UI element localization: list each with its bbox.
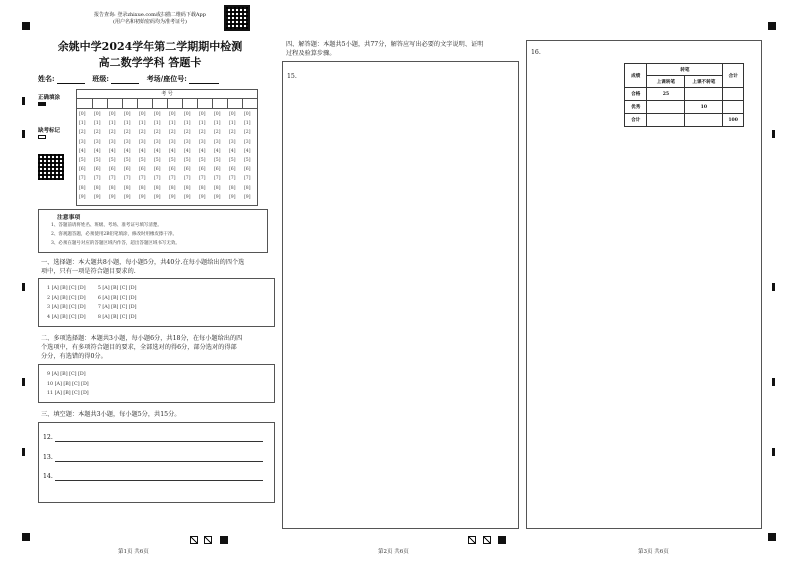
digit-bubble[interactable]: [9] <box>124 194 131 200</box>
digit-bubble[interactable]: [4] <box>109 148 116 154</box>
digit-bubble[interactable]: [4] <box>229 148 236 154</box>
digit-bubble[interactable]: [5] <box>184 158 191 163</box>
digit-bubble[interactable]: [6] <box>109 167 116 173</box>
digit-bubble[interactable]: [1] <box>169 121 176 127</box>
timing-bar <box>772 283 775 291</box>
section-title: 分分，有选错的得0分。 <box>41 353 107 360</box>
digit-bubble[interactable]: [3] <box>184 139 191 145</box>
blank-label: 13. <box>43 454 53 461</box>
digit-bubble[interactable]: [0] <box>229 112 236 117</box>
room-seat-field[interactable] <box>189 83 219 84</box>
digit-bubble[interactable]: [6] <box>229 167 236 173</box>
grid-separator <box>242 98 243 108</box>
digit-bubble[interactable]: [3] <box>169 139 176 145</box>
timing-bar <box>22 283 25 291</box>
digit-bubble[interactable]: [5] <box>199 158 206 163</box>
digit-bubble[interactable]: [4] <box>184 148 191 154</box>
digit-bubble[interactable]: [1] <box>154 121 161 127</box>
grid-separator <box>152 98 153 108</box>
digit-bubble[interactable]: [1] <box>109 121 116 127</box>
section1-answer-box <box>38 278 275 327</box>
table-cell: 100 <box>723 114 744 127</box>
digit-bubble[interactable]: [8] <box>199 185 206 191</box>
digit-bubble[interactable]: [7] <box>139 176 146 182</box>
title-line: 余姚中学2024学年第二学期期中检测 <box>57 40 243 53</box>
notice-line: (用户名和初始密码均为准考证号) <box>113 19 187 25</box>
digit-bubble[interactable]: [1] <box>139 121 146 127</box>
notes-box <box>38 209 268 253</box>
blank-line[interactable] <box>55 480 263 481</box>
digit-bubble[interactable]: [7] <box>154 176 161 182</box>
grid-separator <box>212 98 213 108</box>
digit-bubble[interactable]: [2] <box>199 130 206 136</box>
exam-number-label: 考 号 <box>77 90 257 99</box>
digit-bubble[interactable]: [3] <box>139 139 146 145</box>
digit-bubble[interactable]: [8] <box>109 185 116 191</box>
grid-separator <box>227 98 228 108</box>
digit-bubble[interactable]: [7] <box>214 176 221 182</box>
digit-bubble[interactable]: [9] <box>79 194 86 200</box>
table-header: 成绩 <box>625 64 647 88</box>
digit-bubble[interactable]: [7] <box>199 176 206 182</box>
digit-bubble[interactable]: [4] <box>244 148 251 154</box>
digit-bubble[interactable]: [8] <box>169 185 176 191</box>
digit-bubble[interactable]: [0] <box>169 112 176 117</box>
digit-bubble[interactable]: [0] <box>184 112 191 117</box>
digit-bubble[interactable]: [8] <box>229 185 236 191</box>
grid-separator <box>182 98 183 108</box>
q16-answer-box[interactable] <box>526 40 762 529</box>
name-label: 姓名: <box>38 74 55 83</box>
notice-line: 报告查询: 登录zhixue.com或扫描二维码下载App <box>94 12 206 18</box>
registration-mark <box>220 536 228 544</box>
digit-bubble[interactable]: [5] <box>214 158 221 163</box>
digit-bubble[interactable]: [4] <box>124 148 131 154</box>
section-title: 过程及验算步骤。 <box>286 50 336 57</box>
table-cell <box>723 101 744 114</box>
digit-bubble[interactable]: [7] <box>169 176 176 182</box>
digit-bubble[interactable]: [0] <box>94 112 101 117</box>
table-cell <box>685 114 723 127</box>
digit-bubble[interactable]: [3] <box>244 139 251 145</box>
digit-bubble[interactable]: [5] <box>109 158 116 163</box>
q15-answer-box[interactable] <box>282 61 519 529</box>
digit-bubble[interactable]: [8] <box>154 185 161 191</box>
grid-separator <box>107 98 108 108</box>
digit-bubble[interactable]: [2] <box>94 130 101 136</box>
blank-label: 14. <box>43 473 53 480</box>
grid-separator <box>167 98 168 108</box>
timing-bar <box>22 378 25 386</box>
digit-bubble[interactable]: [3] <box>94 139 101 145</box>
digit-bubble[interactable]: [2] <box>139 130 146 136</box>
title-line: 高二数学学科 答题卡 <box>98 56 202 69</box>
digit-bubble[interactable]: [2] <box>79 130 86 136</box>
table-row-label: 合计 <box>625 114 647 127</box>
digit-bubble[interactable]: [9] <box>184 194 191 200</box>
digit-bubble[interactable]: [6] <box>124 167 131 173</box>
timing-bar <box>772 448 775 456</box>
registration-mark <box>768 22 776 30</box>
digit-bubble[interactable]: [4] <box>154 148 161 154</box>
digit-bubble[interactable]: [2] <box>214 130 221 136</box>
choice-row[interactable]: 4 [A] [B] [C] [D] 8 [A] [B] [C] [D] <box>47 314 137 320</box>
digit-bubble[interactable]: [6] <box>199 167 206 173</box>
grid-separator <box>137 98 138 108</box>
digit-bubble[interactable]: [7] <box>94 176 101 182</box>
registration-mark <box>22 533 30 541</box>
section-title: 二、多项选择题：本题共3小题，每小题6分，共18分，在每小题给出的四 <box>41 335 243 342</box>
digit-bubble[interactable]: [5] <box>94 158 101 163</box>
table-cell <box>647 101 685 114</box>
page-title <box>30 38 270 70</box>
digit-bubble[interactable]: [3] <box>124 139 131 145</box>
digit-bubble[interactable]: [8] <box>124 185 131 191</box>
digit-bubble[interactable]: [5] <box>169 158 176 163</box>
digit-bubble[interactable]: [1] <box>94 121 101 127</box>
digit-bubble[interactable]: [7] <box>109 176 116 182</box>
table-row-label: 优秀 <box>625 101 647 114</box>
digit-bubble[interactable]: [0] <box>79 112 86 117</box>
blank-label: 12. <box>43 434 53 441</box>
digit-bubble[interactable]: [0] <box>244 112 251 117</box>
digit-bubble[interactable]: [4] <box>139 148 146 154</box>
digit-bubble[interactable]: [8] <box>79 185 86 191</box>
digit-bubble[interactable]: [9] <box>199 194 206 200</box>
digit-bubble[interactable]: [2] <box>109 130 116 136</box>
grid-separator <box>122 98 123 108</box>
digit-bubble[interactable]: [6] <box>169 167 176 173</box>
digit-bubble[interactable]: [7] <box>229 176 236 182</box>
section-title: 一、选择题：本大题共8小题，每小题5分，共40分.在每小题给出的四个选 <box>41 259 245 266</box>
digit-bubble[interactable]: [6] <box>139 167 146 173</box>
digit-bubble[interactable]: [7] <box>184 176 191 182</box>
blank-line[interactable] <box>55 461 263 462</box>
digit-bubble[interactable]: [6] <box>154 167 161 173</box>
digit-bubble[interactable]: [8] <box>94 185 101 191</box>
digit-bubble[interactable]: [4] <box>169 148 176 154</box>
section2-answer-box <box>38 364 275 403</box>
choice-row[interactable]: 1 [A] [B] [C] [D] 5 [A] [B] [C] [D] <box>47 286 137 291</box>
section1-instructions <box>41 258 273 276</box>
section3-answer-box <box>38 422 275 503</box>
digit-bubble[interactable]: [5] <box>154 158 161 163</box>
student-info-fields <box>38 74 278 84</box>
digit-bubble[interactable]: [9] <box>229 194 236 200</box>
digit-bubble[interactable]: [8] <box>244 185 251 191</box>
choice-row[interactable]: 3 [A] [B] [C] [D] 7 [A] [B] [C] [D] <box>47 305 137 310</box>
digit-bubble[interactable]: [1] <box>184 121 191 127</box>
digit-bubble[interactable]: [9] <box>244 194 251 200</box>
absent-mark-box[interactable] <box>38 135 46 139</box>
digit-bubble[interactable]: [0] <box>214 112 221 117</box>
timing-bar <box>772 130 775 138</box>
page-mark-icon <box>483 536 491 544</box>
grid-separator <box>197 98 198 108</box>
table-row-label: 合格 <box>625 88 647 101</box>
digit-bubble[interactable]: [7] <box>79 176 86 182</box>
digit-bubble[interactable]: [6] <box>184 167 191 173</box>
digit-bubble[interactable]: [5] <box>229 158 236 163</box>
digit-bubble[interactable]: [1] <box>79 121 86 127</box>
timing-bar <box>22 448 25 456</box>
section4-instructions <box>286 40 516 58</box>
section2-instructions <box>41 334 273 361</box>
digit-bubble[interactable]: [6] <box>244 167 251 173</box>
digit-bubble[interactable]: [3] <box>79 139 86 145</box>
digit-bubble[interactable]: [3] <box>214 139 221 145</box>
digit-bubble[interactable]: [0] <box>109 112 116 117</box>
digit-bubble[interactable]: [8] <box>184 185 191 191</box>
choice-row[interactable]: 11 [A] [B] [C] [D] <box>47 391 89 396</box>
choice-row[interactable]: 10 [A] [B] [C] [D] <box>47 381 89 387</box>
contingency-table <box>624 63 744 127</box>
choice-row[interactable]: 2 [A] [B] [C] [D] 6 [A] [B] [C] [D] <box>47 295 137 301</box>
report-notice <box>80 12 220 26</box>
page-mark-icon <box>190 536 198 544</box>
digit-bubble[interactable]: [6] <box>79 167 86 173</box>
digit-bubble[interactable]: [8] <box>214 185 221 191</box>
digit-bubble[interactable]: [9] <box>139 194 146 200</box>
digit-bubble[interactable]: [0] <box>124 112 131 117</box>
digit-bubble[interactable]: [4] <box>214 148 221 154</box>
table-cell <box>723 88 744 101</box>
registration-mark <box>768 533 776 541</box>
digit-bubble[interactable]: [2] <box>184 130 191 136</box>
fill-example-label: 正确填涂 <box>38 95 61 101</box>
digit-bubble[interactable]: [6] <box>214 167 221 173</box>
name-field[interactable] <box>57 83 85 84</box>
digit-bubble[interactable]: [9] <box>94 194 101 200</box>
digit-bubble[interactable]: [6] <box>94 167 101 173</box>
digit-bubble[interactable]: [1] <box>124 121 131 127</box>
class-field[interactable] <box>111 83 139 84</box>
digit-bubble[interactable]: [1] <box>214 121 221 127</box>
section-title: 个选项中，有多项符合题目的要求，全部选对的得6分，部分选对的得部 <box>41 344 237 351</box>
section3-instructions: 三、填空题：本题共3小题，每小题5分，共15分。 <box>41 411 181 418</box>
table-cell <box>685 88 723 101</box>
exam-number-grid <box>76 89 258 206</box>
page-mark-icon <box>468 536 476 544</box>
table-header: 转笔 <box>647 64 723 76</box>
note-item: 3、必须在题号对应的答题区域内作答，超出答题区域书写无效。 <box>51 241 180 246</box>
table-header: 合计 <box>723 64 744 88</box>
registration-mark <box>498 536 506 544</box>
digit-bubble[interactable]: [1] <box>244 121 251 127</box>
note-item: 1、答题前请将姓名、班级、考场、准考证号填写清楚。 <box>51 223 162 228</box>
digit-bubble[interactable]: [2] <box>229 130 236 136</box>
table-header: 上课不转笔 <box>685 76 723 88</box>
page-footer: 第2页 共6页 <box>378 549 409 555</box>
page-footer: 第1页 共6页 <box>118 549 149 555</box>
digit-bubble[interactable]: [2] <box>244 130 251 136</box>
digit-bubble[interactable]: [4] <box>94 148 101 154</box>
digit-bubble[interactable]: [9] <box>109 194 116 200</box>
question-number: 15. <box>287 73 297 80</box>
digit-bubble[interactable]: [3] <box>154 139 161 145</box>
digit-bubble[interactable]: [5] <box>139 158 146 163</box>
digit-bubble[interactable]: [5] <box>79 158 86 163</box>
page-mark-icon <box>204 536 212 544</box>
table-cell: 10 <box>685 101 723 114</box>
page-footer: 第3页 共6页 <box>638 549 669 555</box>
qr-code-icon <box>224 5 250 31</box>
timing-bar <box>22 97 25 105</box>
digit-bubble[interactable]: [3] <box>109 139 116 145</box>
barcode-qr-icon <box>38 154 64 180</box>
digit-bubble[interactable]: [7] <box>244 176 251 182</box>
absent-label: 缺考标记 <box>38 128 61 134</box>
digit-bubble[interactable]: [3] <box>229 139 236 145</box>
digit-bubble[interactable]: [0] <box>154 112 161 117</box>
section-title: 四、解答题：本题共5小题，共77分，解答应写出必要的文字说明、证明 <box>286 41 484 48</box>
digit-bubble[interactable]: [9] <box>214 194 221 200</box>
digit-bubble[interactable]: [5] <box>244 158 251 163</box>
section-title: 项中，只有一项是符合题目要求的. <box>41 268 136 275</box>
grid-separator <box>92 98 93 108</box>
notes-title: 注意事项 <box>57 215 81 221</box>
digit-bubble[interactable]: [3] <box>199 139 206 145</box>
blank-line[interactable] <box>55 441 263 442</box>
filled-bubble-example <box>38 102 46 106</box>
digit-bubble[interactable]: [0] <box>199 112 206 117</box>
timing-bar <box>772 378 775 386</box>
digit-bubble[interactable]: [4] <box>199 148 206 154</box>
room-seat-label: 考场/座位号: <box>146 74 187 83</box>
class-label: 班级: <box>92 74 109 83</box>
question-number: 16. <box>531 49 541 56</box>
digit-bubble[interactable]: [4] <box>79 148 86 154</box>
digit-bubble[interactable]: [1] <box>199 121 206 127</box>
note-item: 2、客观题答题，必须使用2B铅笔填涂，修改时用橡皮擦干净。 <box>51 232 178 237</box>
digit-bubble[interactable]: [0] <box>139 112 146 117</box>
digit-bubble[interactable]: [2] <box>169 130 176 136</box>
digit-bubble[interactable]: [9] <box>169 194 176 200</box>
digit-bubble[interactable]: [8] <box>139 185 146 191</box>
choice-row[interactable]: 9 [A] [B] [C] [D] <box>47 372 86 377</box>
digit-bubble[interactable]: [7] <box>124 176 131 182</box>
table-cell: 25 <box>647 88 685 101</box>
digit-bubble[interactable]: [5] <box>124 158 131 163</box>
digit-bubble[interactable]: [9] <box>154 194 161 200</box>
registration-mark <box>22 22 30 30</box>
timing-bar <box>22 130 25 138</box>
digit-bubble[interactable]: [2] <box>154 130 161 136</box>
digit-bubble[interactable]: [1] <box>229 121 236 127</box>
table-cell <box>647 114 685 127</box>
digit-bubble[interactable]: [2] <box>124 130 131 136</box>
table-header: 上课转笔 <box>647 76 685 88</box>
